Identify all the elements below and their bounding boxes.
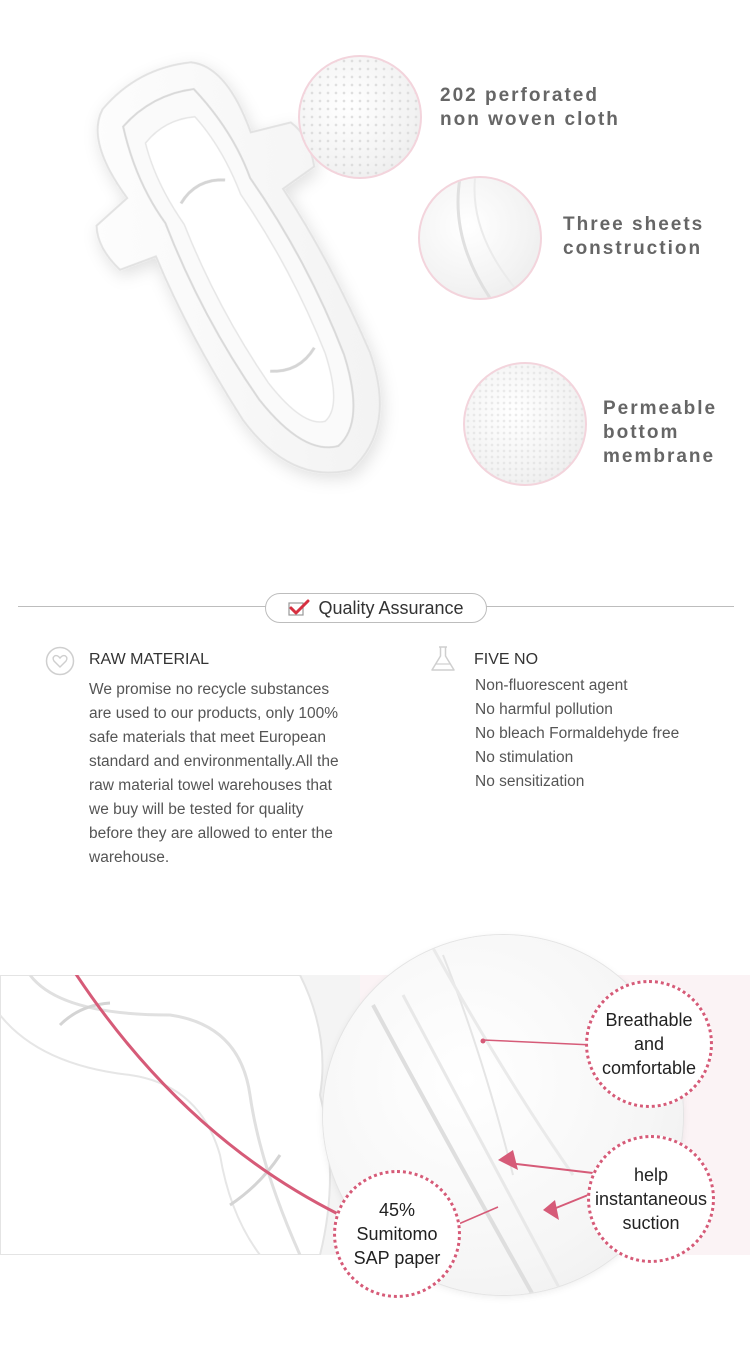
callout-sap-paper: 45% Sumitomo SAP paper xyxy=(333,1170,461,1298)
heart-icon xyxy=(45,646,75,676)
five-no-title: FIVE NO xyxy=(474,651,539,668)
flask-icon xyxy=(428,644,458,674)
feature-label-membrane: Permeable bottom membrane xyxy=(603,398,718,467)
quality-assurance-title: Quality Assurance xyxy=(318,597,464,618)
perforated-cloth-closeup xyxy=(298,55,422,179)
callout-breathable: Breathable and comfortable xyxy=(585,980,713,1108)
list-item: No bleach Formaldehyde free xyxy=(475,725,680,742)
five-no-list xyxy=(475,674,679,794)
callout-suction: help instantaneous suction xyxy=(587,1135,715,1263)
list-item: No stimulation xyxy=(475,749,574,766)
bottom-membrane-closeup xyxy=(463,362,587,486)
three-sheets-closeup xyxy=(418,176,542,300)
feature-label-three-sheets: Three sheets construction xyxy=(563,214,705,259)
product-features-section xyxy=(0,0,750,560)
checkmark-icon xyxy=(288,599,310,617)
raw-material-title: RAW MATERIAL xyxy=(89,651,210,668)
list-item: Non-fluorescent agent xyxy=(475,677,628,694)
feature-label-perforated: 202 perforated non woven cloth xyxy=(440,85,620,130)
list-item: No harmful pollution xyxy=(475,701,613,718)
list-item: No sensitization xyxy=(475,773,585,790)
raw-material-text: We promise no recycle substances are used to our products, only 100% safe materials that meet European standard and environmentally.All the raw material towel warehouses that we buy will be tested for quality before they are allowed to enter the warehouse. xyxy=(89,681,339,866)
quality-assurance-heading xyxy=(265,593,487,623)
